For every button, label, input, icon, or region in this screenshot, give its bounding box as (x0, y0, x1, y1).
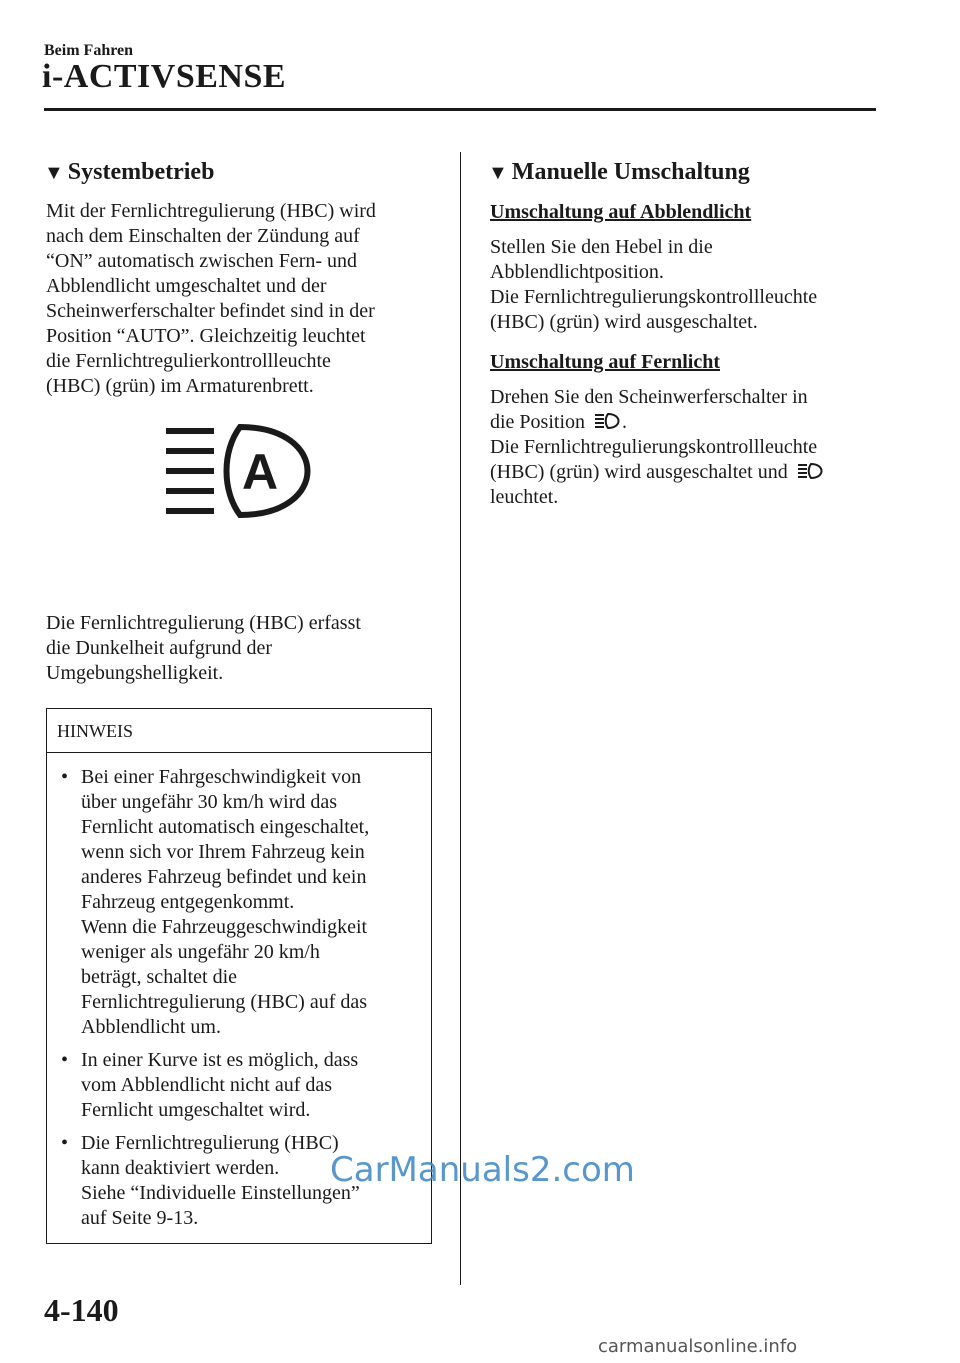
intro-line: Scheinwerferschalter befindet sind in der (46, 300, 375, 322)
high-beam-icon (594, 412, 620, 430)
note-line: Bei einer Fahrgeschwindigkeit von (81, 766, 362, 788)
note-line: beträgt, schaltet die (81, 966, 238, 988)
intro-line: Mit der Fernlichtregulierung (HBC) wird (46, 200, 376, 222)
note-line: Fernlicht automatisch eingeschaltet, (81, 816, 370, 838)
note-line: wenn sich vor Ihrem Fahrzeug kein (81, 841, 365, 863)
detection-line: Umgebungshelligkeit. (46, 662, 224, 684)
low-beam-line: Abblendlichtposition. (490, 261, 664, 283)
high-beam-icon (797, 462, 823, 480)
low-beam-line: (HBC) (grün) wird ausgeschaltet. (490, 311, 758, 333)
left-column (46, 156, 436, 1244)
note-line: auf Seite 9-13. (81, 1207, 199, 1229)
note-line: Fernlichtregulierung (HBC) auf das (81, 991, 368, 1013)
note-line: Die Fernlichtregulierung (HBC) (81, 1132, 339, 1154)
figure-letter: A (241, 444, 279, 500)
note-item (57, 765, 421, 1040)
low-beam-line: Stellen Sie den Hebel in die (490, 236, 713, 258)
high-beam-line: Drehen Sie den Scheinwerferschalter in (490, 386, 808, 408)
detection-line: Die Fernlichtregulierung (HBC) erfasst (46, 612, 361, 634)
high-beam-line: Die Fernlichtregulierungskontrollleuchte (490, 436, 818, 458)
chapter-label: Beim Fahren (44, 42, 134, 59)
intro-paragraph (46, 199, 436, 399)
indicator-figure (46, 421, 436, 601)
intro-line: “ON” automatisch zwischen Fern- und (46, 250, 358, 272)
intro-line: die Fernlichtregulierkontrollleuchte (46, 350, 331, 372)
note-item (57, 1048, 421, 1123)
note-line: Fahrzeug entgegenkommt. (81, 891, 295, 913)
low-beam-line: Die Fernlichtregulierungskontrollleuchte (490, 286, 818, 308)
section-heading: i-ACTIVSENSE (42, 58, 287, 95)
note-line: über ungefähr 30 km/h wird das (81, 791, 338, 813)
detection-line: die Dunkelheit aufgrund der (46, 637, 273, 659)
high-beam-line: die Position (490, 411, 586, 433)
low-beam-paragraph (490, 235, 880, 335)
manual-switch-heading (488, 156, 880, 189)
high-beam-line: leuchtet. (490, 486, 559, 508)
note-line: kann deaktiviert werden. (81, 1157, 280, 1179)
high-beam-subheading: Umschaltung auf Fernlicht (490, 351, 720, 373)
high-beam-paragraph (490, 385, 880, 510)
header-rule (44, 108, 876, 111)
note-line: weniger als ungefähr 20 km/h (81, 941, 320, 963)
note-line: In einer Kurve ist es möglich, dass (81, 1049, 359, 1071)
triangle-marker-icon: ▼ (44, 162, 64, 184)
intro-line: Position “AUTO”. Gleichzeitig leuchtet (46, 325, 366, 347)
note-line: Abblendlicht um. (81, 1016, 221, 1038)
low-beam-subheading: Umschaltung auf Abblendlicht (490, 201, 752, 223)
systembetrieb-heading (44, 156, 436, 189)
auto-high-beam-indicator-icon (162, 421, 322, 521)
watermark: CarManuals2.com (330, 1150, 635, 1190)
bullet-icon: • (61, 1049, 69, 1071)
systembetrieb-title: Systembetrieb (67, 159, 215, 185)
high-beam-line-end: . (622, 411, 628, 433)
note-line: vom Abblendlicht nicht auf das (81, 1074, 333, 1096)
bullet-icon: • (61, 766, 69, 788)
note-line: Wenn die Fahrzeuggeschwindigkeit (81, 916, 368, 938)
triangle-marker-icon: ▼ (488, 162, 508, 184)
note-line: Siehe “Individuelle Einstellungen” (81, 1182, 360, 1204)
detection-paragraph (46, 611, 436, 686)
intro-line: Abblendlicht umgeschaltet und der (46, 275, 327, 297)
note-line: Fernlicht umgeschaltet wird. (81, 1099, 311, 1121)
right-column (490, 156, 880, 510)
page-number: 4-140 (44, 1292, 119, 1328)
footer-mark: carmanualsonline.info (598, 1336, 798, 1357)
high-beam-line: (HBC) (grün) wird ausgeschaltet und (490, 461, 788, 483)
intro-line: nach dem Einschalten der Zündung auf (46, 225, 360, 247)
intro-line: (HBC) (grün) im Armaturenbrett. (46, 375, 314, 397)
note-line: anderes Fahrzeug befindet und kein (81, 866, 367, 888)
manual-switch-title: Manuelle Umschaltung (511, 159, 750, 185)
bullet-icon: • (61, 1132, 69, 1154)
note-heading: HINWEIS (47, 709, 431, 753)
column-divider (460, 152, 461, 1285)
